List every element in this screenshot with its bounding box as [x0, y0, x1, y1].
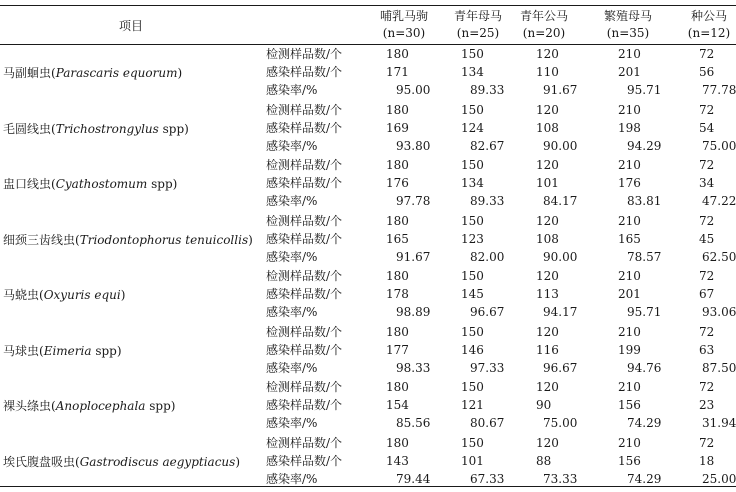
parasite-group: [0, 435, 736, 491]
table-cell: 95.71: [627, 83, 662, 97]
table-cell: 134: [461, 65, 484, 79]
table-cell: 180: [386, 435, 409, 450]
table-cell: 72: [699, 47, 715, 61]
parasite-group: [0, 46, 736, 102]
metric-row: [0, 379, 736, 396]
parasite-group: [0, 379, 736, 435]
column-header: [504, 8, 584, 42]
metric-row: [0, 175, 736, 192]
table-cell: 210: [618, 435, 641, 450]
table-cell: 210: [618, 269, 641, 283]
column-header-n: (n=20): [522, 26, 566, 40]
column-header: [669, 8, 736, 42]
table-cell: 34: [699, 176, 715, 190]
table-cell: 180: [386, 102, 409, 117]
table-cell: 90: [536, 398, 552, 412]
metric-label: 感染率/%: [266, 83, 318, 97]
table-cell: 180: [386, 380, 409, 394]
table-cell: 176: [618, 176, 641, 190]
metric-row: [0, 157, 736, 174]
table-cell: 96.67: [470, 305, 505, 319]
column-header-name: 种公马: [690, 9, 727, 23]
table-cell: 150: [461, 47, 484, 61]
table-cell: 146: [461, 342, 484, 357]
parasite-group: [0, 157, 736, 213]
table-cell: 120: [536, 158, 559, 172]
metric-label: 感染样品数/个: [266, 65, 343, 79]
table-cell: 77.78: [702, 83, 736, 97]
parasite-name: 马蛲虫(Oxyuris equi): [3, 288, 126, 302]
table-cell: 94.29: [627, 138, 662, 153]
table-cell: 145: [461, 287, 484, 301]
table-cell: 89.33: [470, 83, 505, 97]
column-header-n: (n=12): [687, 26, 731, 40]
table-cell: 91.67: [396, 249, 431, 264]
table-cell: 177: [386, 342, 409, 357]
table-cell: 79.44: [396, 471, 431, 486]
parasite-name: 马球虫(Eimeria spp): [3, 343, 122, 358]
table-cell: 90.00: [543, 138, 578, 153]
metric-row: [0, 324, 736, 341]
table-cell: 198: [618, 120, 641, 135]
metric-label: 感染率/%: [266, 360, 318, 375]
table-cell: 84.17: [543, 194, 578, 208]
parasite-name-cn: 细颈三齿线虫: [3, 232, 76, 247]
parasite-name-suffix: spp: [147, 177, 173, 191]
table-cell: 89.33: [470, 194, 505, 208]
table-cell: 54: [699, 120, 715, 135]
metric-row: [0, 46, 736, 63]
table-cell: 124: [461, 120, 484, 135]
table-cell: 91.67: [543, 83, 578, 97]
table-cell: 94.17: [543, 305, 578, 319]
table-cell: 108: [536, 120, 559, 135]
table-cell: 67: [699, 287, 715, 301]
table-header-rule: [0, 44, 736, 45]
parasite-name-cn: 裸头绦虫: [3, 399, 52, 413]
table-cell: 180: [386, 324, 409, 339]
metric-row: [0, 64, 736, 81]
table-cell: 120: [536, 435, 559, 450]
table-cell: 150: [461, 158, 484, 172]
table-cell: 180: [386, 47, 409, 61]
metric-label: 检测样品数/个: [266, 213, 343, 228]
table-cell: 97.33: [470, 360, 505, 375]
parasite-name-cn: 马球虫: [3, 343, 40, 358]
parasite-name-latin: Oxyuris equi: [43, 288, 121, 302]
column-header-n: (n=25): [456, 26, 500, 40]
table-cell: 62.50: [702, 249, 736, 264]
table-cell: 120: [536, 380, 559, 394]
metric-label: 感染率/%: [266, 138, 318, 153]
metric-row: [0, 435, 736, 452]
metric-row: [0, 213, 736, 230]
table-cell: 210: [618, 213, 641, 228]
table-cell: 210: [618, 324, 641, 339]
table-cell: 82.67: [470, 138, 505, 153]
metric-row: [0, 102, 736, 119]
parasite-name-cn: 盅口线虫: [3, 177, 52, 191]
parasite-name: 埃氏腹盘吸虫(Gastrodiscus aegyptiacus): [3, 454, 240, 469]
table-cell: 72: [699, 102, 715, 117]
table-cell: 210: [618, 102, 641, 117]
table-cell: 134: [461, 176, 484, 190]
metric-label: 感染样品数/个: [266, 287, 343, 301]
table-cell: 72: [699, 380, 715, 394]
table-cell: 75.00: [543, 416, 578, 430]
table-cell: 63: [699, 342, 715, 357]
column-header-n: (n=30): [382, 26, 426, 40]
metric-label: 检测样品数/个: [266, 324, 343, 339]
table-cell: 47.22: [702, 194, 736, 208]
metric-row: [0, 193, 736, 210]
parasite-group: [0, 324, 736, 380]
table-cell: 143: [386, 453, 409, 468]
table-cell: 176: [386, 176, 409, 190]
metric-row: [0, 231, 736, 248]
parasite-name-latin: Cyathostomum: [55, 177, 148, 191]
column-header: [364, 8, 444, 42]
table-cell: 165: [618, 231, 641, 246]
parasite-name: 细颈三齿线虫(Triodontophorus tenuicollis): [3, 232, 253, 247]
metric-row: [0, 304, 736, 321]
metric-label: 感染样品数/个: [266, 453, 343, 468]
column-header-name: 青年母马: [453, 9, 502, 23]
metric-row: [0, 82, 736, 99]
column-header: [588, 8, 668, 42]
parasite-name-latin: Gastrodiscus aegyptiacus: [79, 454, 236, 469]
table-cell: 25.00: [702, 471, 736, 486]
table-cell: 75.00: [702, 138, 736, 153]
metric-row: [0, 471, 736, 488]
table-cell: 101: [536, 176, 559, 190]
table-cell: 180: [386, 213, 409, 228]
table-cell: 108: [536, 231, 559, 246]
table-cell: 120: [536, 102, 559, 117]
table-cell: 156: [618, 398, 641, 412]
metric-label: 感染样品数/个: [266, 398, 343, 412]
table-cell: 72: [699, 324, 715, 339]
table-cell: 116: [536, 342, 559, 357]
parasite-name-suffix: spp: [145, 399, 171, 413]
metric-row: [0, 268, 736, 285]
table-cell: 85.56: [396, 416, 431, 430]
table-cell: 23: [699, 398, 715, 412]
table-cell: 74.29: [627, 416, 662, 430]
metric-label: 感染率/%: [266, 471, 318, 486]
table-cell: 97.78: [396, 194, 431, 208]
table-cell: 96.67: [543, 360, 578, 375]
table-cell: 83.81: [627, 194, 662, 208]
metric-label: 感染样品数/个: [266, 231, 343, 246]
metric-row: [0, 120, 736, 137]
metric-label: 感染率/%: [266, 249, 318, 264]
parasite-name-suffix: spp: [91, 343, 117, 358]
table-cell: 199: [618, 342, 641, 357]
table-cell: 154: [386, 398, 409, 412]
table-cell: 87.50: [702, 360, 736, 375]
table-cell: 178: [386, 287, 409, 301]
table-cell: 110: [536, 65, 559, 79]
metric-label: 感染率/%: [266, 416, 318, 430]
table-cell: 165: [386, 231, 409, 246]
table-cell: 150: [461, 269, 484, 283]
metric-label: 检测样品数/个: [266, 269, 343, 283]
parasite-group: [0, 102, 736, 158]
parasite-name-latin: Parascaris equorum: [55, 66, 178, 80]
table-cell: 101: [461, 453, 484, 468]
table-cell: 80.67: [470, 416, 505, 430]
table-cell: 93.80: [396, 138, 431, 153]
parasite-name: 毛圆线虫(Trichostrongylus spp): [3, 121, 189, 136]
metric-label: 感染样品数/个: [266, 176, 343, 190]
table-cell: 121: [461, 398, 484, 412]
table-cell: 180: [386, 269, 409, 283]
table-cell: 120: [536, 269, 559, 283]
table-cell: 72: [699, 435, 715, 450]
metric-row: [0, 360, 736, 377]
table-cell: 94.76: [627, 360, 662, 375]
table-cell: 72: [699, 213, 715, 228]
table-cell: 95.00: [396, 83, 431, 97]
parasite-name-cn: 埃氏腹盘吸虫: [3, 454, 76, 469]
column-header-name: 繁殖母马: [603, 9, 652, 23]
table-cell: 171: [386, 65, 409, 79]
table-cell: 150: [461, 380, 484, 394]
metric-row: [0, 249, 736, 266]
parasite-name-cn: 马副蛔虫: [3, 66, 52, 80]
metric-row: [0, 286, 736, 303]
metric-row: [0, 397, 736, 414]
table-cell: 113: [536, 287, 559, 301]
metric-label: 检测样品数/个: [266, 380, 343, 394]
metric-label: 感染样品数/个: [266, 342, 343, 357]
column-header-n: (n=35): [606, 26, 650, 40]
table-cell: 210: [618, 47, 641, 61]
column-header-name: 青年公马: [519, 9, 568, 23]
parasite-name-latin: Triodontophorus tenuicollis: [79, 232, 249, 247]
header-item: 项目: [118, 19, 143, 33]
parasite-name-suffix: spp: [158, 121, 185, 136]
table-cell: 93.06: [702, 305, 736, 319]
metric-label: 感染样品数/个: [266, 120, 343, 135]
metric-label: 感染率/%: [266, 305, 318, 319]
table-cell: 67.33: [470, 471, 505, 486]
parasite-name-cn: 毛圆线虫: [3, 121, 52, 136]
table-cell: 31.94: [702, 416, 736, 430]
table-cell: 169: [386, 120, 409, 135]
table-cell: 72: [699, 158, 715, 172]
parasite-name-cn: 马蛲虫: [3, 288, 40, 302]
column-header-name: 哺乳马驹: [379, 9, 428, 23]
metric-label: 感染率/%: [266, 194, 318, 208]
table-cell: 120: [536, 47, 559, 61]
table-cell: 150: [461, 435, 484, 450]
table-cell: 180: [386, 158, 409, 172]
table-cell: 201: [618, 65, 641, 79]
table-cell: 98.33: [396, 360, 431, 375]
parasite-name: 马副蛔虫(Parascaris equorum): [3, 66, 183, 80]
metric-row: [0, 342, 736, 359]
parasite-name: 盅口线虫(Cyathostomum spp): [3, 177, 178, 191]
table-cell: 73.33: [543, 471, 578, 486]
table-cell: 88: [536, 453, 552, 468]
metric-row: [0, 415, 736, 432]
table-cell: 120: [536, 213, 559, 228]
metric-label: 检测样品数/个: [266, 158, 343, 172]
parasite-name-latin: Trichostrongylus: [55, 121, 159, 136]
metric-row: [0, 138, 736, 155]
table-cell: 72: [699, 269, 715, 283]
table-cell: 98.89: [396, 305, 431, 319]
metric-label: 检测样品数/个: [266, 435, 343, 450]
parasite-name-latin: Eimeria: [43, 343, 92, 358]
table-cell: 201: [618, 287, 641, 301]
metric-label: 检测样品数/个: [266, 47, 343, 61]
table-cell: 95.71: [627, 305, 662, 319]
table-cell: 74.29: [627, 471, 662, 486]
table-cell: 210: [618, 380, 641, 394]
table-top-rule: [0, 5, 736, 6]
table-cell: 210: [618, 158, 641, 172]
parasite-name-latin: Anoplocephala: [55, 399, 146, 413]
table-cell: 150: [461, 213, 484, 228]
parasite-name: 裸头绦虫(Anoplocephala spp): [3, 399, 176, 413]
table-cell: 45: [699, 231, 715, 246]
metric-row: [0, 453, 736, 470]
parasite-group: [0, 213, 736, 269]
table-cell: 18: [699, 453, 715, 468]
parasite-group: [0, 268, 736, 324]
table-cell: 120: [536, 324, 559, 339]
table-cell: 78.57: [627, 249, 662, 264]
table-cell: 150: [461, 324, 484, 339]
table-cell: 56: [699, 65, 715, 79]
table-cell: 150: [461, 102, 484, 117]
metric-label: 检测样品数/个: [266, 102, 343, 117]
table-cell: 156: [618, 453, 641, 468]
table-cell: 82.00: [470, 249, 505, 264]
table-cell: 90.00: [543, 249, 578, 264]
table-cell: 123: [461, 231, 484, 246]
